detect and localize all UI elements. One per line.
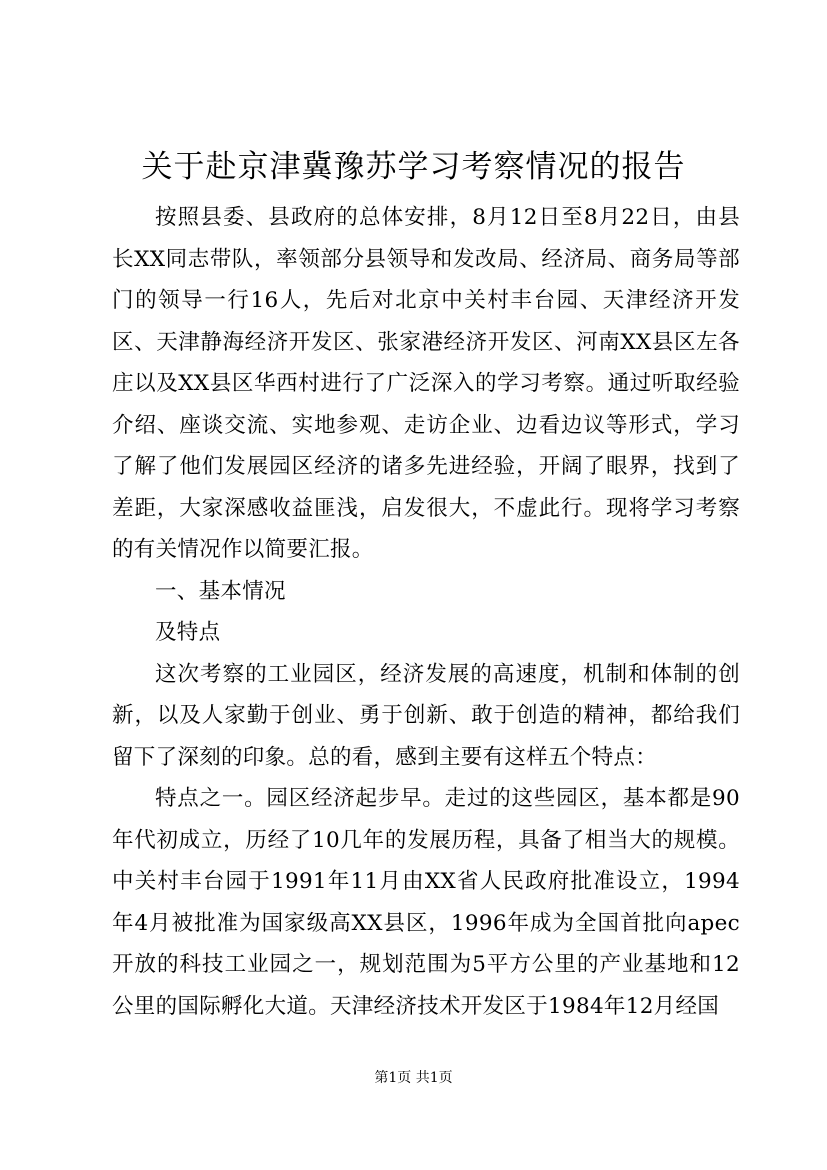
section-heading-basic: 一、基本情况 bbox=[155, 578, 286, 604]
page-number-footer: 第1页 共1页 bbox=[374, 1070, 453, 1086]
document-body bbox=[112, 197, 740, 1027]
paragraph-feature-one: 特点之一。园区经济起步早。走过的这些园区，基本都是90年代初成立，历经了10几年的发展历程，具备了相当大的规模。中关村丰台园于1991年11月由XX省人民政府批准设立，1994年4月被批准为国家级高XX县区，1996年成为全国首批向apec开放的科技工业园之一，规划范围为5平方公里的产业基地和12公里的国际孵化大道。天津经济技术开发区于1984年12月经国 bbox=[112, 786, 740, 1019]
paragraph-overview: 这次考察的工业园区，经济发展的高速度，机制和体制的创新，以及人家勤于创业、勇于创新、敢于创造的精神，都给我们留下了深刻的印象。总的看，感到主要有这样五个特点： bbox=[112, 661, 740, 770]
paragraph-intro: 按照县委、县政府的总体安排，8月12日至8月22日，由县长XX同志带队，率领部分县领导和发改局、经济局、商务局等部门的领导一行16人，先后对北京中关村丰台园、天津经济开发区、天津静海经济开发区、张家港经济开发区、河南XX县区左各庄以及XX县区华西村进行了广泛深入的学习考察。通过听取经验介绍、座谈交流、实地参观、走访企业、边看边议等形式，学习了解了他们发展园区经济的诸多先进经验，开阔了眼界，找到了差距，大家深感收益匪浅，启发很大，不虚此行。现将学习考察的有关情况作以简要汇报。 bbox=[112, 205, 740, 562]
document-title: 关于赴京津冀豫苏学习考察情况的报告 bbox=[141, 149, 686, 185]
section-heading-features: 及特点 bbox=[155, 620, 221, 645]
